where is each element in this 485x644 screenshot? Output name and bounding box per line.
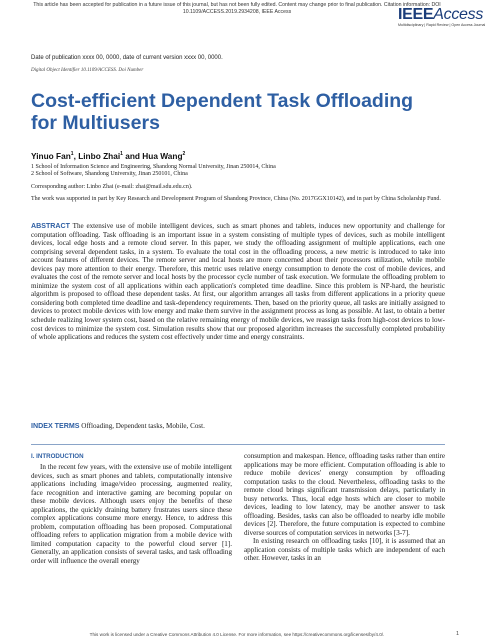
abstract-label: ABSTRACT xyxy=(31,222,71,230)
logo-tagline: Multidisciplinary | Rapid Review | Open Access Journal xyxy=(398,23,485,27)
logo-wordmark xyxy=(398,6,484,23)
author-list xyxy=(31,151,185,161)
author-1: Yinuo Fan xyxy=(31,151,71,161)
logo-access: Access xyxy=(433,6,484,23)
abstract-text: The extensive use of mobile intelligent devices, such as smart phones and tablets, induces new opportunity and challenge for computation offloading. Task offloading is an important issue in a system consisting of multiple types of devices, such as mobile intelligent devices, local edge hosts and a remote cloud server. In this paper, we study the offloading assignment of multiple applications, each one comprising several dependent tasks, in a system. To evaluate the total cost in the offloading process, a new metric is introduced to take into account features of different devices. The remote server and local hosts are more concerned about their processors utilization, while mobile devices pay more attention to their energy. Therefore, this metric uses relative energy consumption to denote the cost of mobile devices, and evaluates the cost of the remote server and local hosts by the processor cycle number of task execution. We formulate the offloading problem to minimize the system cost of all applications within each application's completed time deadline. Since this problem is NP-hard, the heuristic algorithm is proposed to offload these dependent tasks. At first, our algorithm arranges all tasks from different applications in a priority queue considering both completed time deadline and task-dependency requirements. Then, based on the priority queue, all tasks are initially assigned to devices to protect mobile devices with low energy and make them survive in the assignment process as long as possible. At last, to obtain a better schedule realizing lower system cost, based on the relative remaining energy of mobile devices, we reassign tasks from high-cost devices to low-cost devices to minimize the system cost. Simulation results show that our proposed algorithm increases the successfully completed probability of whole applications and reduces the system cost effectively under time and energy constraints. xyxy=(31,222,445,342)
index-terms-label: INDEX TERMS xyxy=(31,422,80,430)
affiliations xyxy=(31,164,446,179)
doi-line: Digital Object Identifier 10.1109/ACCESS. Doi Number xyxy=(31,68,144,73)
publication-notice-line-2: 10.1109/ACCESS.2019.2934208, IEEE Access xyxy=(182,8,292,15)
logo-ieee: IEEE xyxy=(398,6,434,23)
author-2-affil: 1 xyxy=(120,151,123,158)
ieee-access-logo xyxy=(398,6,485,35)
right-paragraph-2: In existing research on offloading tasks [10], it is assumed that an application consists of multiple tasks which are independent of each other. However, tasks in an xyxy=(244,537,445,562)
abstract xyxy=(31,222,445,342)
publication-notice-line-1: This article has been accepted for publication in a future issue of this journal, but has not been fully edited. Content may change prior to final publication. Citation information: DOI xyxy=(33,2,441,8)
author-2: , Linbo Zhai xyxy=(73,151,121,161)
author-1-affil: 1 xyxy=(70,151,74,158)
left-column xyxy=(31,463,232,565)
affiliation-1: 1 School of Information Science and Engineering, Shandong Normal University, Jinan 250014, China xyxy=(31,164,276,170)
right-paragraph-1: consumption and makespan. Hence, offloading tasks rather than entire applications may be more efficient. Computation offloading is able to reduce mobile devices' energy consumption by offloading computation tasks to the cloud. Nevertheless, offloading tasks to the remote cloud brings significant transmission delays, particularly in busy networks. Thus, local edge hosts which are closer to mobile devices, leading to low latency, may be another answer to task offloading. Besides, tasks can also be offloaded to nearby idle mobile devices [2]. Therefore, the future computation is expected to combine diverse sources of computation services in networks [3-7]. xyxy=(244,452,445,537)
index-terms xyxy=(31,422,445,431)
section-heading: I. INTRODUCTION xyxy=(31,453,84,460)
affiliation-2: 2 School of Software, Shandong University, Jinan 250101, China xyxy=(31,171,188,178)
paper-title: Cost-efficient Dependent Task Offloading for Multiusers xyxy=(31,90,414,134)
corresponding-author: Corresponding author: Linbo Zhai (e-mail: zhai@mail.sdu.edu.cn). xyxy=(31,184,193,190)
section-divider xyxy=(31,444,445,445)
left-paragraph-1: In the recent few years, with the extensive use of mobile intelligent devices, such as smart phones and tablets, computationally intensive applications including image/video processing, augmented reality, face recognition and interactive gaming are becoming popular on these mobile devices. Although users enjoy the benefits of these applications, the quickly draining battery frustrates users since these complex applications consume more energy. Hence, to address this problem, computation offloading has been proposed. Computational offloading refers to application migration from a mobile device with limited computation capacity to the powerful cloud server [1]. Generally, an application consists of several tasks, and task offloading order will influence the overall energy xyxy=(31,463,232,565)
right-column xyxy=(244,452,445,563)
author-3-affil: 2 xyxy=(182,151,186,158)
publication-dates: Date of publication xxxx 00, 0000, date of current version xxxx 00, 0000. xyxy=(31,55,223,61)
funding-note: The work was supported in part by Key Research and Development Program of Shandong Province, China (No. 2017GGX10142), and in part by China Scholarship Fund. xyxy=(31,196,441,202)
index-terms-text: Offloading, Dependent tasks, Mobile, Cost. xyxy=(81,422,205,430)
page-number: 1 xyxy=(456,631,460,637)
author-3: and Hua Wang xyxy=(122,151,183,161)
license-footer: This work is licensed under a Creative Commons Attribution 4.0 License. For more information, see https://creativecommons.org/licenses/by/4.0/. xyxy=(89,632,385,637)
